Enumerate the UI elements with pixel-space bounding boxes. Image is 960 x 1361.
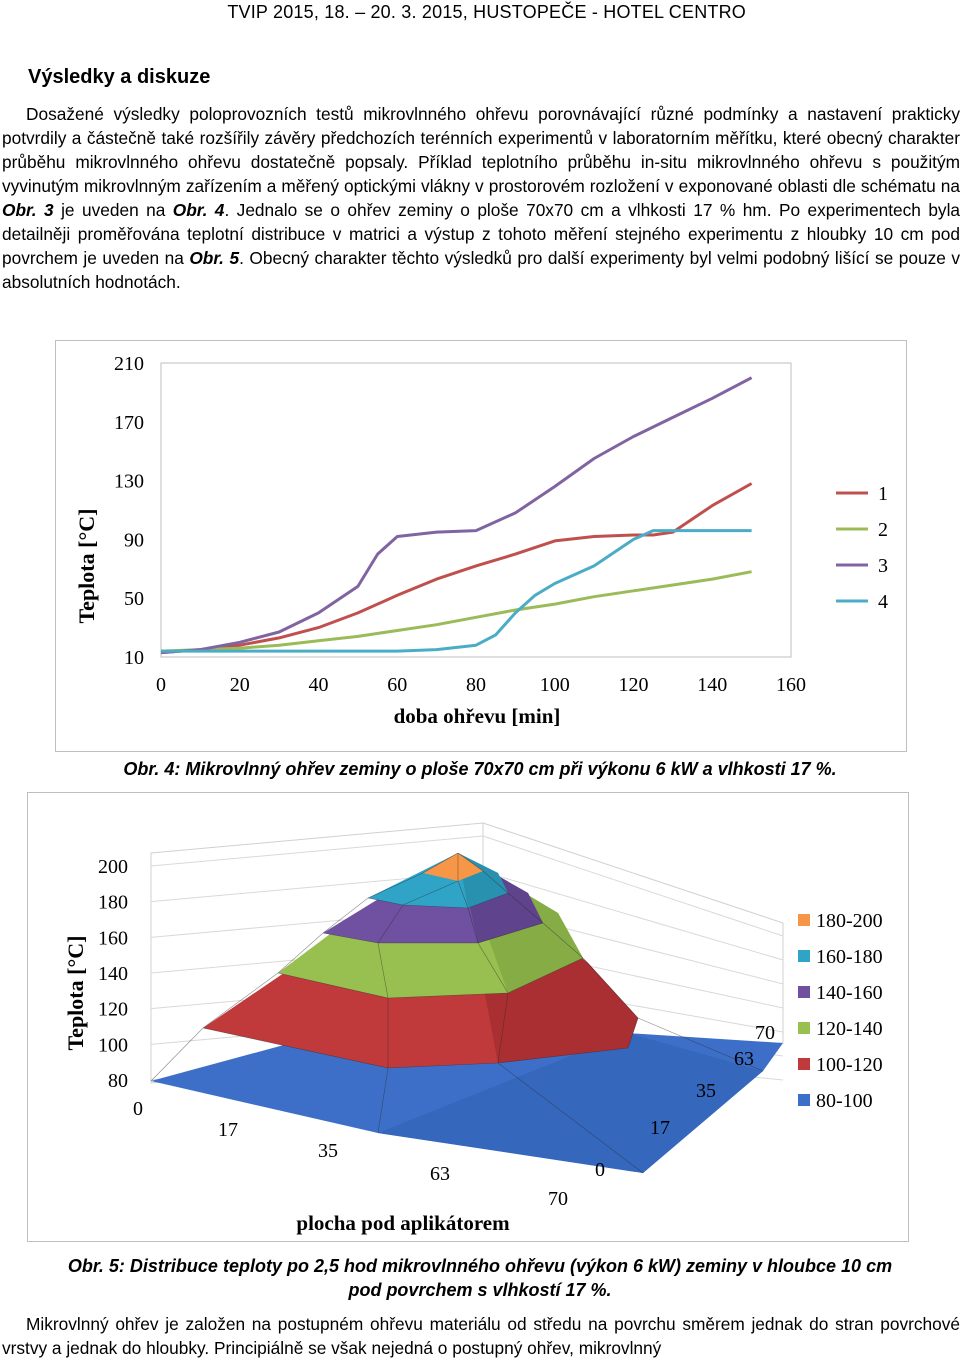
x-tick-label: 60 [387,674,408,696]
legend-label: 120-140 [816,1018,883,1040]
legend-swatch [798,950,810,962]
x-tick-label: 120 [618,674,649,696]
x-tick-label: 63 [430,1163,450,1185]
y-axis-label: Teplota [°C] [74,508,99,624]
surface-chart [28,793,908,1241]
figure-4-chart [55,340,907,752]
figure-5-caption-line1: Obr. 5: Distribuce teploty po 2,5 hod mikrovlnného ohřevu (výkon 6 kW) zeminy v hloubce 10 cm [67,1256,893,1276]
legend-label: 160-180 [816,946,883,968]
x-tick-label: 0 [133,1098,143,1120]
y-tick-label: 130 [114,470,144,493]
line-chart [56,341,906,751]
series-line-1 [161,484,752,653]
z-tick-label: 120 [98,998,128,1021]
z-tick-label: 180 [98,891,128,914]
x-axis-label: doba ohřevu [min] [393,704,561,728]
z-tick-label: 80 [108,1070,128,1092]
x-tick-label: 70 [548,1188,568,1210]
y-tick-label: 170 [114,411,144,434]
legend-swatch [798,1022,810,1034]
y-tick-label: 0 [595,1159,605,1181]
y-axis-label: Teplota [°C] [63,935,88,1051]
z-tick-label: 160 [98,927,128,950]
series-line-4 [161,531,752,652]
x-tick-label: 160 [776,674,806,696]
figure-reference-3: Obr. 3 [2,200,54,220]
x-tick-label: 35 [318,1140,338,1162]
bottom-paragraph: Mikrovlnný ohřev je založen na postupném ohřevu materiálu od středu na povrchu směrem jednak do stran povrchové vrstvy a jednak do hloubky. Principiálně se však nejedná o postupný ohřev, mikrovlnný [2,1314,960,1358]
results-paragraph: Dosažené výsledky poloprovozních testů mikrovlnného ohřevu porovnávající různé podmínky a nastavení prakticky potvrdily a částečně také rozšířily závěry předchozích terénních experimentů v laboratorním měřítku, které obecný charakter průběhu mikrovlnného ohřevu dostatečně popsaly. Příklad teplotního průběhu in-situ mikrovlnného ohřevu s použitým vyvinutým mikrovlnným zařízením a měřený optickými vlákny v prostorovém rozložení v exponované oblasti dle schématu na Obr. 3 je uveden na Obr. 4. Jednalo se o ohřev zeminy o ploše 70x70 cm a vlhkosti 17 % hm. Po experimentech byla detailněji proměřována teplotní distribuce v matrici a výstup z tohoto měření stejného experimentu z hloubky 10 cm pod povrchem je uveden na Obr. 5. Obecný charakter těchto výsledků pro další experimenty byl velmi podobný lišící se pouze v absolutních hodnotách. [2,104,960,292]
page-header: TVIP 2015, 18. – 20. 3. 2015, HUSTOPEČE - HOTEL CENTRO [227,2,746,22]
figure-reference-5: Obr. 5 [189,248,240,268]
figure-5-caption-line2: pod povrchem s vlhkostí 17 %. [348,1280,612,1300]
z-tick-label: 200 [98,856,128,878]
legend-swatch [798,914,810,926]
legend-label-2: 2 [878,519,888,541]
y-tick-label: 50 [124,588,144,611]
legend-label: 80-100 [816,1090,873,1112]
y-tick-label: 35 [696,1080,716,1102]
legend-label: 140-160 [816,982,883,1004]
z-tick-label: 100 [98,1034,128,1057]
x-axis-label: plocha pod aplikátorem [296,1211,510,1235]
z-tick-label: 140 [98,963,128,985]
legend-label: 180-200 [816,910,883,932]
legend-label-4: 4 [878,591,888,613]
legend-swatch [798,986,810,998]
x-tick-label: 100 [539,674,570,696]
y-tick-label: 90 [124,529,144,552]
x-tick-label: 17 [218,1119,238,1141]
legend-label: 100-120 [816,1054,883,1076]
figure-reference-4: Obr. 4 [172,200,225,220]
y-tick-label: 17 [650,1117,670,1139]
x-tick-label: 40 [308,674,329,696]
y-tick-label: 70 [755,1022,775,1044]
x-tick-label: 0 [156,674,166,696]
legend-label-1: 1 [878,483,888,505]
x-tick-label: 20 [229,674,250,696]
figure-5-caption [0,1254,960,1302]
figure-4-caption: Obr. 4: Mikrovlnný ohřev zeminy o ploše 70x70 cm při výkonu 6 kW a vlhkosti 17 %. [123,759,837,779]
y-tick-label: 10 [124,647,144,669]
legend-swatch [798,1058,810,1070]
x-tick-label: 140 [697,674,728,696]
legend-swatch [798,1094,810,1106]
y-tick-label: 210 [114,353,144,375]
series-line-3 [161,378,752,653]
legend-label-3: 3 [878,555,888,577]
y-tick-label: 63 [734,1048,754,1070]
x-tick-label: 80 [466,674,486,696]
section-title: Výsledky a diskuze [28,66,211,88]
figure-5-chart [27,792,909,1242]
